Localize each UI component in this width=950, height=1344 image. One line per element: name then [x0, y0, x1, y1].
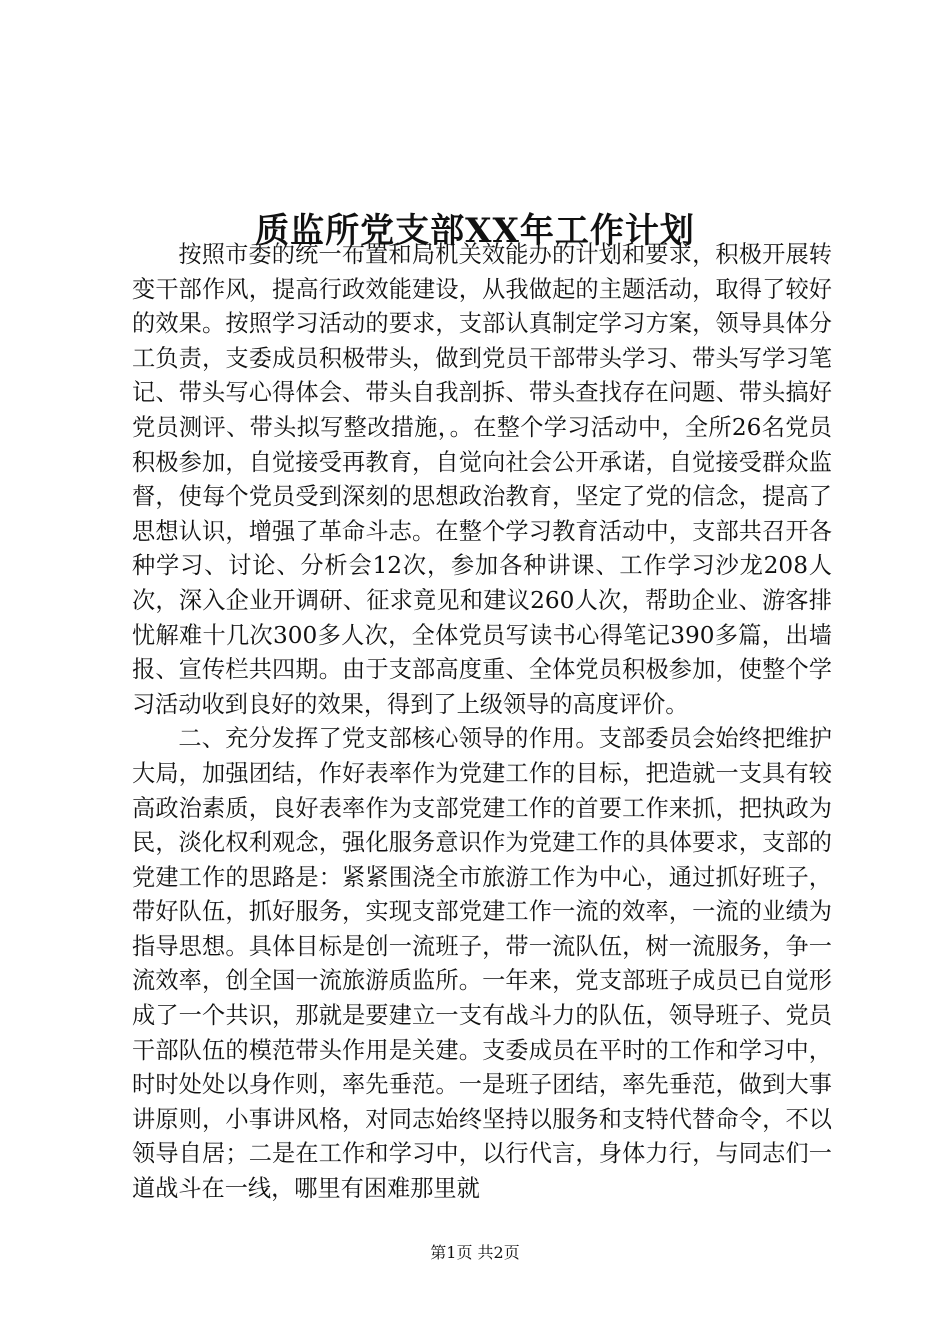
page-footer [0, 1242, 950, 1264]
paragraph-1: 按照市委的统一布置和局机关效能办的计划和要求，积极开展转变干部作风，提高行政效能建设，从我做起的主题活动，取得了较好的效果。按照学习活动的要求，支部认真制定学习方案，领导具体分工负责，支委成员积极带头，做到党员干部带头学习、带头写学习笔记、带头写心得体会、带头自我剖拆、带头查找存在问题、带头搞好党员测评、带头拟写整改措施，。在整个学习活动中，全所26名党员积极参加，自觉接受再教育，自觉向社会公开承诺，自觉接受群众监督，使每个党员受到深刻的思想政治教育，坚定了党的信念，提高了思想认识，增强了革命斗志。在整个学习教育活动中，支部共召开各种学习、讨论、分析会12次，参加各种讲课、工作学习沙龙208人次，深入企业开调研、征求竟见和建议260人次，帮助企业、游客排忧解难十几次300多人次，全体党员写读书心得笔记390多篇，出墙报、宣传栏共四期。由于支部高度重、全体党员积极参加，使整个学习活动收到良好的效果，得到了上级领导的高度评价。 [132, 241, 832, 718]
document-title: 质监所党支部XX年工作计划 [255, 210, 695, 251]
paragraph-2: 二、充分发挥了党支部核心领导的作用。支部委员会始终把维护大局，加强团结，作好表率作为党建工作的目标，把造就一支具有较高政治素质，良好表率作为支部党建工作的首要工作来抓，把执政为民，淡化权利观念，强化服务意识作为党建工作的具体要求，支部的党建工作的思路是：紧紧围浇全市旅游工作为中心，通过抓好班子，带好队伍，抓好服务，实现支部党建工作一流的效率，一流的业绩为指导思想。具体目标是创一流班子，带一流队伍，树一流服务，争一流效率，创全国一流旅游质监所。一年来，党支部班子成员已自觉形成了一个共识，那就是要建立一支有战斗力的队伍，领导班子、党员干部队伍的模范带头作用是关建。支委成员在平时的工作和学习中，时时处处以身作则，率先垂范。一是班子团结，率先垂范，做到大事讲原则，小事讲风格，对同志始终坚持以服务和支特代替命令，不以领导自居；二是在工作和学习中，以行代言，身体力行，与同志们一道战斗在一线，哪里有困难那里就 [132, 725, 832, 1203]
page-number: 第1页 共2页 [430, 1243, 520, 1262]
document-body [132, 238, 832, 1207]
